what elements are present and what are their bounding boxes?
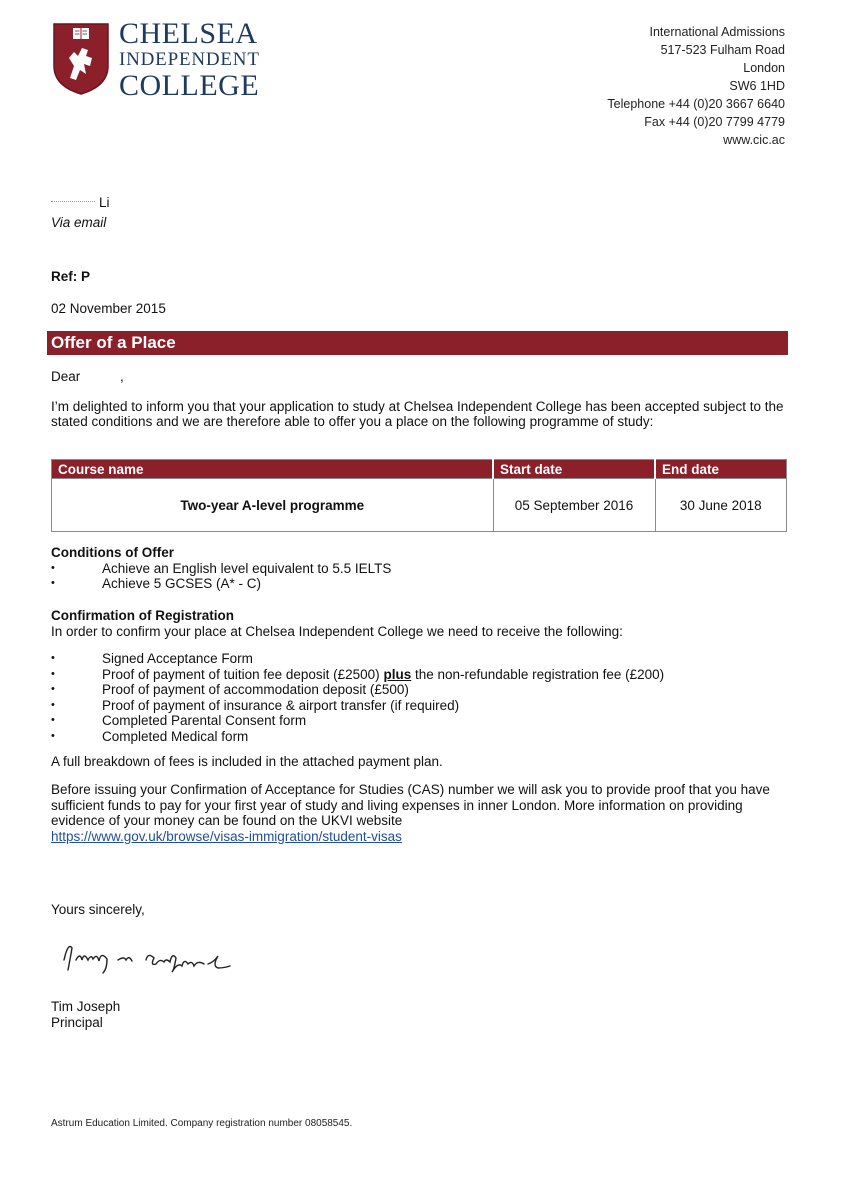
signature-image [58,930,243,980]
college-wordmark [119,19,260,101]
column-header-course: Course name [52,460,494,479]
ukvi-link[interactable]: https://www.gov.uk/browse/visas-immigration/student-visas [51,828,402,844]
fee-breakdown-note: A full breakdown of fees is included in the attached payment plan. [51,754,443,769]
column-header-end: End date [655,460,787,479]
list-item: • Achieve an English level equivalent to 5.5 IELTS [51,561,391,577]
cas-text: Before issuing your Confirmation of Acceptance for Studies (CAS) number we will ask you to provide proof that you have sufficient funds to pay for your first year of study and living expenses in inner London. More information on providing evidence of your money can be found on the UKVI website [51,782,770,828]
recipient-name [51,193,110,213]
course-table [51,459,787,532]
fax-line: Fax +44 (0)20 7799 4779 [644,115,785,129]
table-header-row [52,460,787,479]
redacted-text [51,201,95,206]
address-line: International Admissions [649,25,785,39]
conditions-heading: Conditions of Offer [51,545,174,560]
intro-paragraph: I’m delighted to inform you that your application to study at Chelsea Independent College has been accepted subject to the stated conditions and we are therefore able to offer you a place on the following programme of study: [51,399,784,429]
delivery-method: Via email [51,215,107,230]
salutation-text: Dear [51,369,85,384]
list-item: • Achieve 5 GCSES (A* - C) [51,576,391,592]
registration-section [51,608,791,744]
reference-number: Ref: P [51,269,91,284]
salutation [51,369,124,384]
column-header-start: Start date [493,460,655,479]
sender-address [607,23,785,149]
wordmark-line-2: INDEPENDENT [119,49,260,70]
college-crest-logo [52,22,110,96]
website-line: www.cic.ac [723,133,785,147]
recipient-surname: Li [99,195,110,210]
list-item: • Completed Parental Consent form [51,713,791,729]
address-line: SW6 1HD [729,79,785,93]
conditions-section [51,545,391,592]
table-row [52,479,787,532]
emphasis-plus: plus [383,666,412,682]
signer-title: Principal [51,1015,103,1030]
recipient-block [51,193,110,233]
offer-title: Offer of a Place [51,333,176,352]
course-name-cell: Two-year A-level programme [52,479,494,532]
cas-paragraph [51,782,791,844]
address-line: London [743,61,785,75]
list-item: • Signed Acceptance Form [51,651,791,667]
list-item: • Proof of payment of accommodation deposit (£500) [51,682,791,698]
offer-title-banner [47,331,788,355]
start-date-cell: 05 September 2016 [493,479,655,532]
salutation-end: , [120,369,124,384]
registration-heading: Confirmation of Registration [51,608,234,623]
wordmark-line-1: CHELSEA [119,17,258,50]
list-item: • Proof of payment of insurance & airport transfer (if required) [51,698,791,714]
list-item: • Completed Medical form [51,729,791,745]
wordmark-line-3: COLLEGE [119,69,260,102]
list-item-text: Proof of payment of tuition fee deposit (£2500) [102,666,380,682]
signer-block [51,999,120,1031]
address-line: 517-523 Fulham Road [660,43,785,57]
letter-date: 02 November 2015 [51,301,166,316]
signer-name: Tim Joseph [51,999,121,1014]
end-date-cell: 30 June 2018 [655,479,787,532]
telephone-line: Telephone +44 (0)20 3667 6640 [607,97,785,111]
company-footer: Astrum Education Limited. Company registration number 08058545. [51,1118,353,1129]
registration-lead: In order to confirm your place at Chelsea Independent College we need to receive the following: [51,623,623,639]
list-item-text: the non-refundable registration fee (£200) [414,666,665,682]
list-item [51,667,791,683]
closing-line: Yours sincerely, [51,902,145,917]
